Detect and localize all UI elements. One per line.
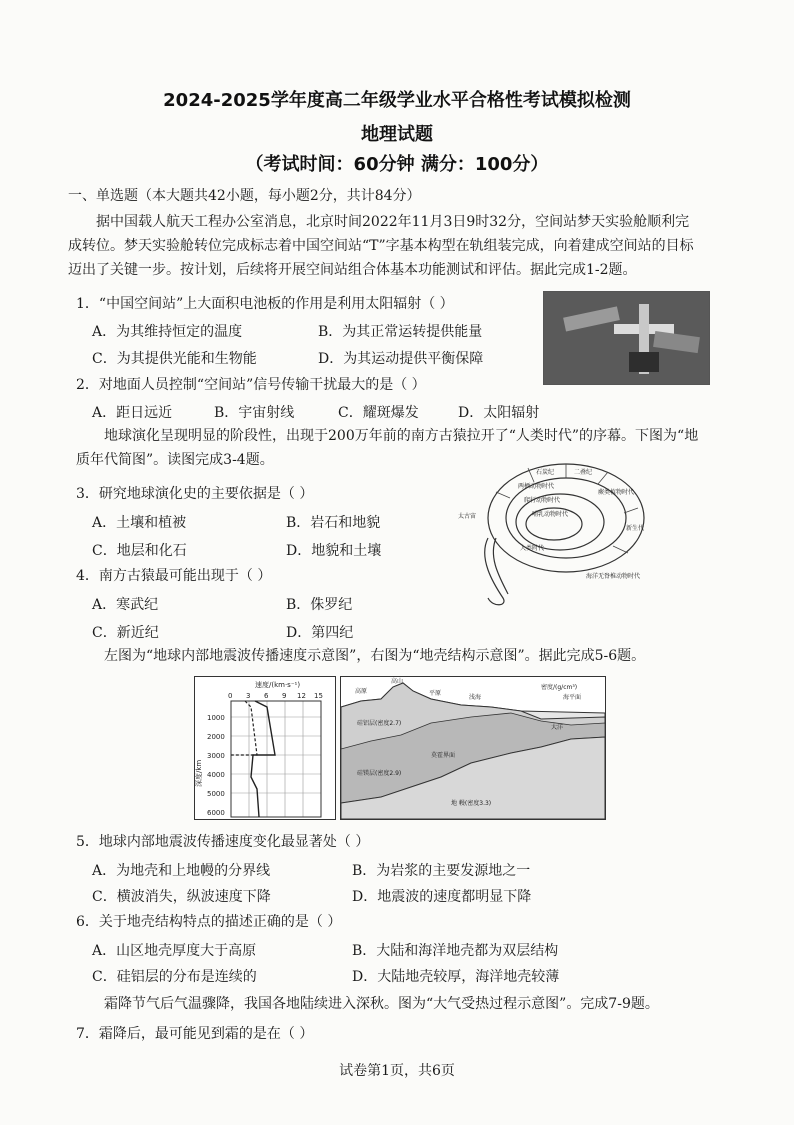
label-ocean: 大洋 xyxy=(551,724,564,731)
label-shallow-sea: 浅海 xyxy=(469,694,482,701)
q1-option-a[interactable]: A．为其维持恒定的温度 xyxy=(92,324,243,340)
question-3-stem: 3．研究地球演化史的主要依据是（ ） xyxy=(76,486,314,502)
intro-paragraph-1 xyxy=(68,210,732,282)
intro-line: 据中国载人航天工程办公室消息，北京时间2022年11月3日9时32分，空间站梦天实验舱顺利完 xyxy=(96,214,690,230)
geo-label: 两栖动物时代 xyxy=(518,483,555,490)
label-plain: 平原 xyxy=(429,690,442,697)
space-station-illustration xyxy=(544,292,709,384)
intro-paragraph-4: 霜降节气后气温骤降，我国各地陆续进入深秋。图为“大气受热过程示意图”。完成7-9题。 xyxy=(104,996,659,1012)
section-heading: 一、单选题（本大题共42小题，每小题2分，共计84分） xyxy=(68,188,421,204)
label-mantle: 地 幔(密度3.3) xyxy=(451,800,492,807)
x-tick: 15 xyxy=(314,692,323,700)
geo-label: 蕨类植物时代 xyxy=(598,489,635,496)
s-wave-curve xyxy=(231,701,257,755)
q4-option-a[interactable]: A．寒武纪 xyxy=(92,597,159,613)
x-tick: 12 xyxy=(297,692,306,700)
y-tick: 3000 xyxy=(207,752,225,760)
q2-option-d[interactable]: D．太阳辐射 xyxy=(458,405,540,421)
question-6-stem: 6．关于地壳结构特点的描述正确的是（ ） xyxy=(76,914,342,930)
q3-option-a[interactable]: A．土壤和植被 xyxy=(92,515,187,531)
q1-option-b[interactable]: B．为其正常运转提供能量 xyxy=(318,324,483,340)
x-tick: 0 xyxy=(228,692,233,700)
label-sial: 硅铝层(密度2.7) xyxy=(357,720,402,727)
q5-option-c[interactable]: C．横波消失，纵波速度下降 xyxy=(92,889,271,905)
seismic-y-label: 深度/km xyxy=(195,759,203,787)
y-tick: 4000 xyxy=(207,771,225,779)
geologic-time-chart xyxy=(448,458,648,618)
label-mountain: 高山 xyxy=(391,678,404,685)
geo-label: 哺乳动物时代 xyxy=(532,511,569,518)
geo-label: 太古宙 xyxy=(458,513,477,520)
x-tick: 3 xyxy=(246,692,251,700)
q2-option-b[interactable]: B．宇宙射线 xyxy=(214,405,295,421)
label-moho: 莫霍界面 xyxy=(431,752,456,759)
seismic-x-label: 速度/(km·s⁻¹) xyxy=(255,681,301,689)
q2-option-c[interactable]: C．耀斑爆发 xyxy=(338,405,419,421)
q5-option-a[interactable]: A．为地壳和上地幔的分界线 xyxy=(92,863,271,879)
q2-option-a[interactable]: A．距日远近 xyxy=(92,405,173,421)
question-1-stem: 1．“中国空间站”上大面积电池板的作用是利用太阳辐射（ ） xyxy=(76,296,454,312)
label-sea-level: 海平面 xyxy=(563,694,582,701)
q4-option-d[interactable]: D．第四纪 xyxy=(286,625,354,641)
q3-option-c[interactable]: C．地层和化石 xyxy=(92,543,187,559)
subject-title: 地理试题 xyxy=(361,124,433,145)
q5-option-b[interactable]: B．为岩浆的主要发源地之一 xyxy=(352,863,531,879)
x-tick: 9 xyxy=(282,692,287,700)
q4-option-c[interactable]: C．新近纪 xyxy=(92,625,159,641)
page-footer: 试卷第1页，共6页 xyxy=(339,1063,455,1079)
p-wave-curve xyxy=(251,701,275,817)
q3-option-b[interactable]: B．岩石和地貌 xyxy=(286,515,381,531)
q6-option-c[interactable]: C．硅铝层的分布是连续的 xyxy=(92,969,257,985)
space-station-photo xyxy=(543,291,710,385)
x-tick: 6 xyxy=(264,692,269,700)
intro-paragraph-3: 左图为“地球内部地震波传播速度示意图”，右图为“地壳结构示意图”。据此完成5-6题。 xyxy=(104,648,646,664)
q6-option-b[interactable]: B．大陆和海洋地壳都为双层结构 xyxy=(352,943,559,959)
q5-option-d[interactable]: D．地震波的速度都明显下降 xyxy=(352,889,532,905)
intro-line: 成转位。梦天实验舱转位完成标志着中国空间站“T”字基本构型在轨组装完成，向着建成空间站的目标 xyxy=(68,238,694,254)
exam-title: 2024-2025学年度高二年级学业水平合格性考试模拟检测 xyxy=(163,90,631,111)
crust-structure-diagram xyxy=(340,676,606,820)
question-4-stem: 4．南方古猿最可能出现于（ ） xyxy=(76,568,272,584)
q3-option-d[interactable]: D．地貌和土壤 xyxy=(286,543,382,559)
seismic-wave-chart xyxy=(194,676,336,820)
question-2-stem: 2．对地面人员控制“空间站”信号传输干扰最大的是（ ） xyxy=(76,377,426,393)
question-7-stem: 7．霜降后，最可能见到霜的是在（ ） xyxy=(76,1026,314,1042)
question-5-stem: 5．地球内部地震波传播速度变化最显著处（ ） xyxy=(76,834,370,850)
q6-option-a[interactable]: A．山区地壳厚度大于高原 xyxy=(92,943,257,959)
geo-label: 海洋无脊椎动物时代 xyxy=(586,573,641,580)
q1-option-d[interactable]: D．为其运动提供平衡保障 xyxy=(318,351,484,367)
geo-label: 新生代 xyxy=(626,525,645,532)
intro-line: 地球演化呈现明显的阶段性，出现于200万年前的南方古猿拉开了“人类时代”的序幕。下图为“地 xyxy=(104,428,699,444)
q6-option-d[interactable]: D．大陆地壳较厚，海洋地壳较薄 xyxy=(352,969,560,985)
geo-label: 二叠纪 xyxy=(574,469,593,476)
label-density: 密度/(g/cm³) xyxy=(541,684,578,691)
y-tick: 6000 xyxy=(207,809,225,817)
q1-option-c[interactable]: C．为其提供光能和生物能 xyxy=(92,351,257,367)
y-tick: 2000 xyxy=(207,733,225,741)
geo-label: 爬行动物时代 xyxy=(524,497,561,504)
intro-line: 迈出了关键一步。按计划，后续将开展空间站组合体基本功能测试和评估。据此完成1-2题。 xyxy=(68,262,637,278)
geo-label: 石炭纪 xyxy=(536,469,555,476)
y-tick: 5000 xyxy=(207,790,225,798)
geo-label: 人类时代 xyxy=(520,545,545,552)
y-tick: 1000 xyxy=(207,714,225,722)
q4-option-b[interactable]: B．侏罗纪 xyxy=(286,597,353,613)
exam-info: （考试时间：60分钟 满分：100分） xyxy=(245,154,549,175)
intro-line: 质年代简图”。读图完成3-4题。 xyxy=(76,452,274,468)
label-plateau: 高原 xyxy=(355,688,368,695)
label-sima: 硅镁层(密度2.9) xyxy=(357,770,402,777)
